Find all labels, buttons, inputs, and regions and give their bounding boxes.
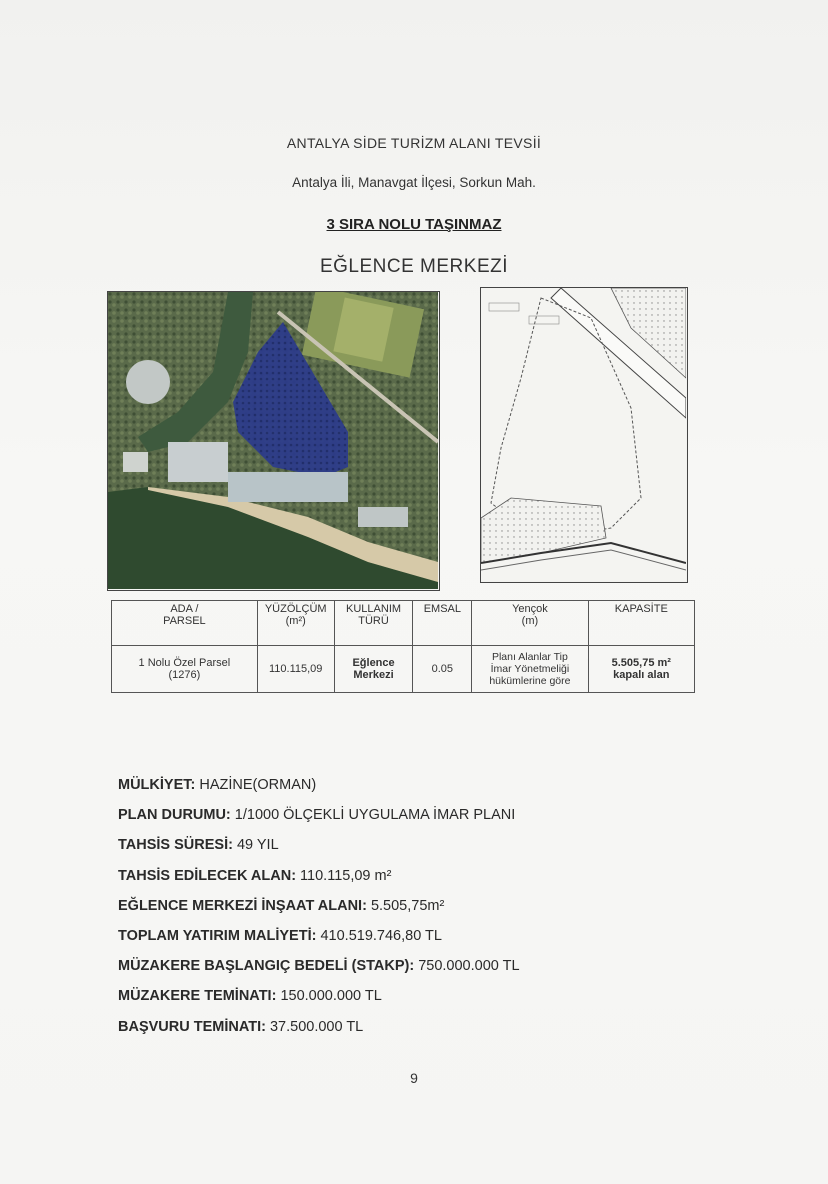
header-yencok-line1: Yençok: [512, 603, 548, 615]
header-ada-line2: PARSEL: [163, 615, 206, 627]
header-ada-line1: ADA /: [170, 603, 199, 615]
detail-baslangic-bedeli: [118, 954, 718, 984]
zoning-plan-image: [481, 288, 686, 581]
cell-emsal: 0.05: [413, 646, 472, 693]
detail-label: TOPLAM YATIRIM MALİYETİ:: [118, 927, 317, 944]
header-ada-parsel: [112, 601, 258, 646]
detail-tahsis-suresi: [118, 833, 718, 863]
property-number: 3 SIRA NOLU TAŞINMAZ: [326, 216, 502, 233]
header-yuzolcum-line1: YÜZÖLÇÜM: [264, 603, 327, 615]
header-kapasite-text: KAPASİTE: [614, 603, 668, 615]
parcel-info-table: [111, 600, 695, 693]
property-name: EĞLENCE MERKEZİ: [319, 256, 509, 277]
detail-value: 150.000.000 TL: [276, 988, 382, 1005]
detail-mulkiyet: [118, 773, 718, 803]
cell-yencok: [472, 646, 588, 693]
header-yuzolcum: [257, 601, 334, 646]
header-emsal-text: EMSAL: [423, 603, 461, 615]
detail-plan-durumu: [118, 803, 718, 833]
detail-basvuru-teminati: [118, 1015, 718, 1045]
header-location: Antalya İli, Manavgat İlçesi, Sorkun Mah.: [292, 175, 536, 190]
header-title: ANTALYA SİDE TURİZM ALANI TEVSİİ: [286, 135, 542, 151]
detail-value: 1/1000 ÖLÇEKLİ UYGULAMA İMAR PLANI: [230, 807, 516, 824]
header-emsal: [413, 601, 472, 646]
zoning-plan-map: [480, 287, 688, 583]
cell-kullanim-line1: Eğlence: [352, 657, 395, 669]
cell-kapasite-line2: kapalı alan: [613, 669, 670, 681]
detail-value: 110.115,09 m²: [296, 867, 392, 884]
header-yencok: [472, 601, 588, 646]
cell-yuzolcum: 110.115,09: [257, 646, 334, 693]
detail-tahsis-alan: [118, 864, 718, 894]
cell-ada-line2: (1276): [168, 669, 201, 681]
header-kullanim-line2: TÜRÜ: [358, 615, 389, 627]
detail-value: HAZİNE(ORMAN): [195, 777, 317, 793]
cell-kapasite: [588, 646, 694, 693]
table-header-row: [112, 601, 695, 646]
aerial-photo-image: [108, 292, 438, 589]
cell-ada-line1: 1 Nolu Özel Parsel: [138, 657, 231, 669]
header-yencok-line2: (m): [521, 615, 539, 627]
detail-muzakere-teminati: [118, 984, 718, 1014]
detail-value: 750.000.000 TL: [414, 958, 520, 975]
cell-yencok-line1: Planı Alanlar Tip: [491, 651, 568, 663]
cell-kullanim: [334, 646, 413, 693]
header-kullanim: [334, 601, 413, 646]
cell-yencok-line2: İmar Yönetmeliği: [490, 663, 570, 675]
page-number: 9: [410, 1070, 418, 1086]
detail-label: PLAN DURUMU:: [118, 807, 231, 824]
detail-label: TAHSİS SÜRESİ:: [118, 837, 233, 854]
header-kapasite: [588, 601, 694, 646]
detail-insaat-alani: [118, 894, 718, 924]
table-row: [112, 646, 695, 693]
detail-value: 5.505,75m²: [366, 897, 445, 914]
cell-ada-parsel: [112, 646, 258, 693]
cell-yencok-line3: hükümlerine göre: [489, 675, 571, 687]
detail-label: EĞLENCE MERKEZİ İNŞAAT ALANI:: [118, 897, 367, 914]
detail-value: 410.519.746,80 TL: [316, 927, 442, 944]
detail-yatirim-maliyeti: [118, 924, 718, 954]
detail-label: MÜZAKERE TEMİNATI:: [118, 988, 277, 1005]
aerial-photo: [107, 291, 440, 591]
header-yuzolcum-line2: (m²): [285, 615, 306, 627]
details-list: [118, 773, 718, 1045]
detail-label: MÜZAKERE BAŞLANGIÇ BEDELİ (STAKP):: [118, 958, 415, 975]
detail-label: BAŞVURU TEMİNATI:: [118, 1018, 266, 1035]
cell-kullanim-line2: Merkezi: [353, 669, 394, 681]
cell-kapasite-line1: 5.505,75 m²: [611, 657, 671, 669]
detail-label: MÜLKİYET:: [118, 777, 196, 793]
detail-value: 49 YIL: [232, 837, 279, 854]
detail-value: 37.500.000 TL: [265, 1018, 364, 1035]
header-kullanim-line1: KULLANIM: [346, 603, 402, 615]
detail-label: TAHSİS EDİLECEK ALAN:: [118, 867, 297, 884]
